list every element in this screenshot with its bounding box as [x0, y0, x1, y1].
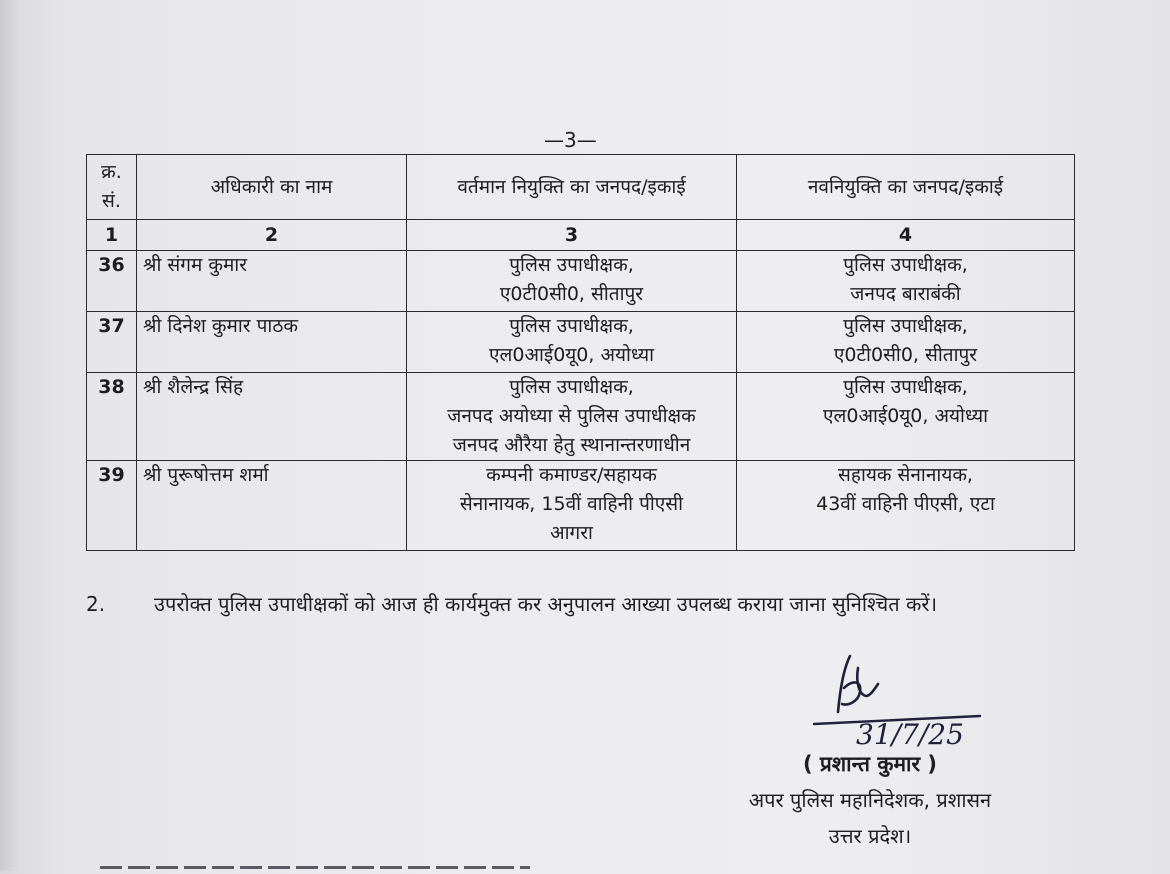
current-posting-line: सेनानायक, 15वीं वाहिनी पीएसी	[459, 493, 684, 515]
new-posting-line: सहायक सेनानायक,	[838, 464, 973, 486]
new-posting-line: 43वीं वाहिनी पीएसी, एटा	[816, 493, 995, 515]
current-posting-line: आगरा	[550, 522, 593, 544]
officer-name: श्री दिनेश कुमार पाठक	[137, 312, 407, 373]
table-row	[87, 461, 1075, 551]
serial-number: 38	[87, 373, 137, 461]
officer-name: श्री शैलेन्द्र सिंह	[137, 373, 407, 461]
signatory-name: ( प्रशान्त कुमार )	[803, 752, 937, 776]
column-number: 4	[737, 220, 1075, 251]
current-posting-line: पुलिस उपाधीक्षक,	[509, 315, 634, 337]
table-row	[87, 312, 1075, 373]
new-posting	[737, 373, 1075, 461]
current-posting-line: कम्पनी कमाण्डर/सहायक	[486, 464, 657, 486]
header-current-posting: वर्तमान नियुक्ति का जनपद/इकाई	[407, 155, 737, 220]
current-posting	[407, 373, 737, 461]
page-number: —3—	[544, 128, 597, 152]
serial-number: 36	[87, 251, 137, 312]
header-serial: क्र. सं.	[87, 155, 137, 220]
new-posting	[737, 251, 1075, 312]
instruction-paragraph	[86, 586, 1076, 622]
serial-number: 39	[87, 461, 137, 551]
current-posting	[407, 312, 737, 373]
current-posting-line: जनपद औरैया हेतु स्थानान्तरणाधीन	[452, 434, 691, 456]
transfer-table	[86, 154, 1075, 551]
page-edge-shadow	[0, 0, 18, 871]
current-posting-line: पुलिस उपाधीक्षक,	[509, 376, 634, 398]
new-posting	[737, 461, 1075, 551]
header-officer-name: अधिकारी का नाम	[137, 155, 407, 220]
handwritten-signature	[800, 650, 1000, 750]
new-posting-line: ए0टी0सी0, सीतापुर	[833, 344, 978, 366]
current-posting-line: ए0टी0सी0, सीतापुर	[499, 283, 644, 305]
officer-name: श्री संगम कुमार	[137, 251, 407, 312]
signatory-designation: अपर पुलिस महानिदेशक, प्रशासन	[748, 788, 992, 812]
paragraph-number: 2.	[86, 592, 106, 616]
new-posting-line: पुलिस उपाधीक्षक,	[843, 254, 968, 276]
signatory-state: उत्तर प्रदेश।	[828, 824, 912, 848]
serial-number: 37	[87, 312, 137, 373]
current-posting-line: जनपद अयोध्या से पुलिस उपाधीक्षक	[447, 405, 696, 427]
header-new-posting: नवनियुक्ति का जनपद/इकाई	[737, 155, 1075, 220]
new-posting	[737, 312, 1075, 373]
new-posting-line: पुलिस उपाधीक्षक,	[843, 376, 968, 398]
cut-off-text-line	[100, 860, 530, 874]
column-number-row	[87, 220, 1075, 251]
officer-name: श्री पुरूषोत्तम शर्मा	[137, 461, 407, 551]
table-row	[87, 251, 1075, 312]
column-number: 3	[407, 220, 737, 251]
table-row	[87, 373, 1075, 461]
column-number: 2	[137, 220, 407, 251]
current-posting	[407, 461, 737, 551]
new-posting-line: एल0आई0यू0, अयोध्या	[822, 405, 989, 427]
signature-date: 31/7/25	[856, 718, 964, 750]
table-header-row	[87, 155, 1075, 220]
paragraph-text: उपरोक्त पुलिस उपाधीक्षकों को आज ही कार्यमुक्त कर अनुपालन आख्या उपलब्ध कराया जाना सुनिश्चित करें।	[154, 592, 938, 616]
column-number: 1	[87, 220, 137, 251]
current-posting-line: पुलिस उपाधीक्षक,	[509, 254, 634, 276]
signatory-block	[640, 746, 1100, 854]
current-posting	[407, 251, 737, 312]
current-posting-line: एल0आई0यू0, अयोध्या	[488, 344, 655, 366]
new-posting-line: पुलिस उपाधीक्षक,	[843, 315, 968, 337]
new-posting-line: जनपद बाराबंकी	[850, 283, 961, 305]
